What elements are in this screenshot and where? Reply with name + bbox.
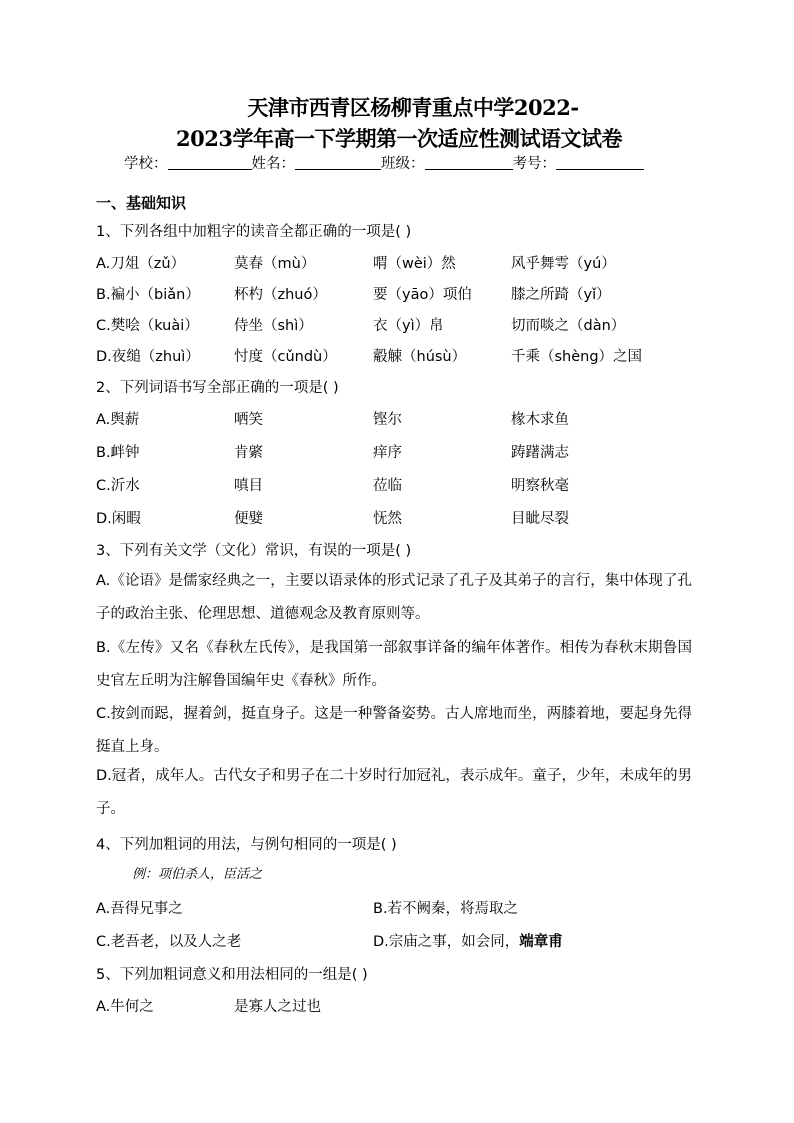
school-blank[interactable] <box>168 154 252 170</box>
exam-title-line-2: 2023学年高一下学期第一次适应性测试语文试卷 <box>176 126 622 151</box>
q5-option-a-part-1: A.牛何之 <box>96 999 154 1015</box>
q1-option-cell: 莫春（mù） <box>234 256 316 272</box>
q1-option-cell: 喟（wèi）然 <box>373 256 456 272</box>
school-label: 学校： <box>124 156 168 172</box>
q4-option-a: A.吾得兄事之 <box>96 901 183 917</box>
question-5-stem: 5、下列加粗词意义和用法相同的一组是( ) <box>96 967 368 983</box>
q3-option-a: A.《论语》是儒家经典之一，主要以语录体的形式记录了孔子及其弟子的言行，集中体现了孔子的政治主张、伦理思想、道德观念及教育原则等。 <box>96 573 692 622</box>
number-blank[interactable] <box>556 154 644 170</box>
q3-option-d: D.冠者，成年人。古代女子和男子在二十岁时行加冠礼，表示成年。童子，少年，未成年的男子。 <box>96 768 692 817</box>
q4-option-d-text: D.宗庙之事，如会同， <box>373 934 520 950</box>
q2-option-cell: 铿尔 <box>373 412 402 428</box>
q3-option-b: B.《左传》又名《春秋左氏传》，是我国第一部叙事详备的编年体著作。相传为春秋末期鲁国史官左丘明为注解鲁国编年史《春秋》所作。 <box>96 640 692 689</box>
q4-option-d-bold-word: 端章甫 <box>519 934 563 950</box>
q2-option-cell: 嗔目 <box>234 478 263 494</box>
q2-option-cell: 哂笑 <box>234 412 263 428</box>
section-heading: 一、基础知识 <box>96 194 187 212</box>
q2-option-cell: D.闲暇 <box>96 511 141 527</box>
q1-option-cell: 切而啖之（dàn） <box>511 318 626 334</box>
exam-title-line-1: 天津市西青区杨柳青重点中学2022- <box>247 95 579 120</box>
name-blank[interactable] <box>295 154 381 170</box>
q1-option-cell: 风乎舞雩（yú） <box>511 256 616 272</box>
q1-option-cell: B.褊小（biǎn） <box>96 287 200 303</box>
q2-option-cell: B.衅钟 <box>96 445 140 461</box>
question-3-stem: 3、下列有关文学（文化）常识，有误的一项是( ) <box>96 543 412 559</box>
q5-option-a-part-2: 是寡人之过也 <box>234 999 321 1015</box>
q2-option-cell: 莅临 <box>373 478 402 494</box>
q2-option-cell: 椽木求鱼 <box>511 412 569 428</box>
question-4-stem: 4、下列加粗词的用法，与例句相同的一项是( ) <box>96 837 397 853</box>
q1-option-cell: 膝之所踦（yǐ） <box>511 287 611 303</box>
q2-option-cell: 踌躇满志 <box>511 445 569 461</box>
q1-option-cell: 侍坐（shì） <box>234 318 313 334</box>
q3-option-c: C.按剑而跽，握着剑，挺直身子。这是一种警备姿势。古人席地而坐，两膝着地，要起身先得挺直上身。 <box>96 706 692 755</box>
q1-option-cell: 杯杓（zhuó） <box>234 287 327 303</box>
q2-option-cell: 目眦尽裂 <box>511 511 569 527</box>
number-label: 考号： <box>512 156 556 172</box>
q4-option-c: C.老吾老，以及人之老 <box>96 934 242 950</box>
q4-example-sentence: 例：项伯杀人，臣活之 <box>132 867 263 882</box>
q1-option-cell: C.樊哙（kuài） <box>96 318 199 334</box>
q2-option-cell: 怃然 <box>373 511 402 527</box>
student-info-row <box>124 152 644 173</box>
q1-option-cell: 觳觫（húsù） <box>373 349 467 365</box>
q4-option-b: B.若不阙秦，将焉取之 <box>373 901 519 917</box>
q1-option-cell: 衣（yì）帛 <box>373 318 444 334</box>
q1-option-cell: 忖度（cǔndù） <box>234 349 337 365</box>
q2-option-cell: 痒序 <box>373 445 402 461</box>
class-label: 班级： <box>381 156 425 172</box>
q2-option-cell: 明察秋毫 <box>511 478 569 494</box>
question-1-stem: 1、下列各组中加粗字的读音全都正确的一项是( ) <box>96 224 412 240</box>
q2-option-cell: A.舆薪 <box>96 412 140 428</box>
q1-option-cell: D.夜缒（zhuì） <box>96 349 200 365</box>
name-label: 姓名： <box>251 156 295 172</box>
q1-option-cell: A.刀俎（zǔ） <box>96 256 186 272</box>
question-2-stem: 2、下列词语书写全部正确的一项是( ) <box>96 380 339 396</box>
q1-option-cell: 要（yāo）项伯 <box>373 287 472 303</box>
q2-option-cell: C.沂水 <box>96 478 140 494</box>
class-blank[interactable] <box>425 154 513 170</box>
q1-option-cell: 千乘（shèng）之国 <box>511 349 643 365</box>
q2-option-cell: 肯綮 <box>234 445 263 461</box>
q4-option-d <box>373 930 563 951</box>
q2-option-cell: 便嬖 <box>234 511 263 527</box>
